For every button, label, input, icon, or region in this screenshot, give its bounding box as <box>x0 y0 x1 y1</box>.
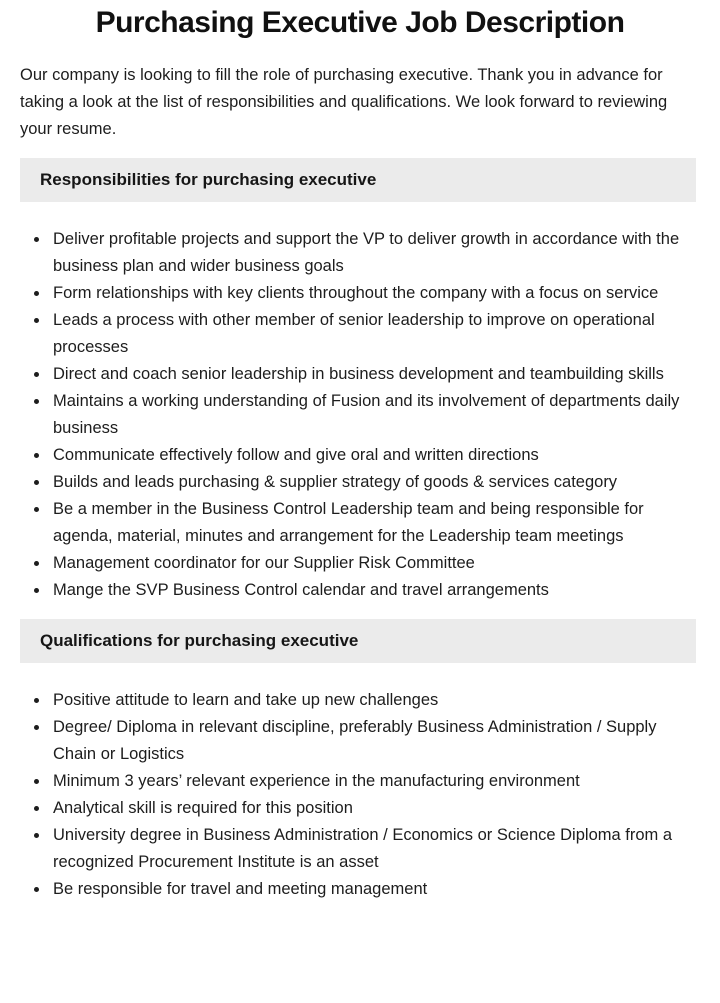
list-item: • Deliver profitable projects and support the VP to deliver growth in accordance with the business plan and wider business goals <box>50 226 694 280</box>
list-item: • Communicate effectively follow and give oral and written directions <box>50 442 694 469</box>
list-item: • Analytical skill is required for this position <box>50 795 694 822</box>
page-title: Purchasing Executive Job Description <box>95 6 625 39</box>
qualifications-list <box>20 687 694 903</box>
list-item: • Maintains a working understanding of Fusion and its involvement of departments daily business <box>50 388 694 442</box>
section-heading-qualifications: Qualifications for purchasing executive <box>20 619 696 663</box>
list-item: • University degree in Business Administration / Economics or Science Diploma from a recognized Procurement Institute is an asset <box>50 822 694 876</box>
list-item: • Management coordinator for our Supplier Risk Committee <box>50 550 694 577</box>
list-item: • Degree/ Diploma in relevant discipline, preferably Business Administration / Supply Chain or Logistics <box>50 714 694 768</box>
responsibilities-list <box>20 226 694 604</box>
list-item: • Positive attitude to learn and take up new challenges <box>50 687 694 714</box>
list-item: • Minimum 3 years’ relevant experience in the manufacturing environment <box>50 768 694 795</box>
list-item: • Be a member in the Business Control Leadership team and being responsible for agenda, material, minutes and arrangement for the Leadership team meetings <box>50 496 694 550</box>
list-item: • Leads a process with other member of senior leadership to improve on operational processes <box>50 307 694 361</box>
list-item: • Mange the SVP Business Control calendar and travel arrangements <box>50 577 694 604</box>
list-item: • Be responsible for travel and meeting management <box>50 876 694 903</box>
list-item: • Form relationships with key clients throughout the company with a focus on service <box>50 280 694 307</box>
list-item: • Direct and coach senior leadership in business development and teambuilding skills <box>50 361 694 388</box>
section-heading-responsibilities: Responsibilities for purchasing executive <box>20 158 696 202</box>
list-item: • Builds and leads purchasing & supplier strategy of goods & services category <box>50 469 694 496</box>
intro-paragraph: Our company is looking to fill the role of purchasing executive. Thank you in advance for taking a look at the list of responsibilities and qualifications. We look forward to reviewing your resume. <box>20 66 668 138</box>
